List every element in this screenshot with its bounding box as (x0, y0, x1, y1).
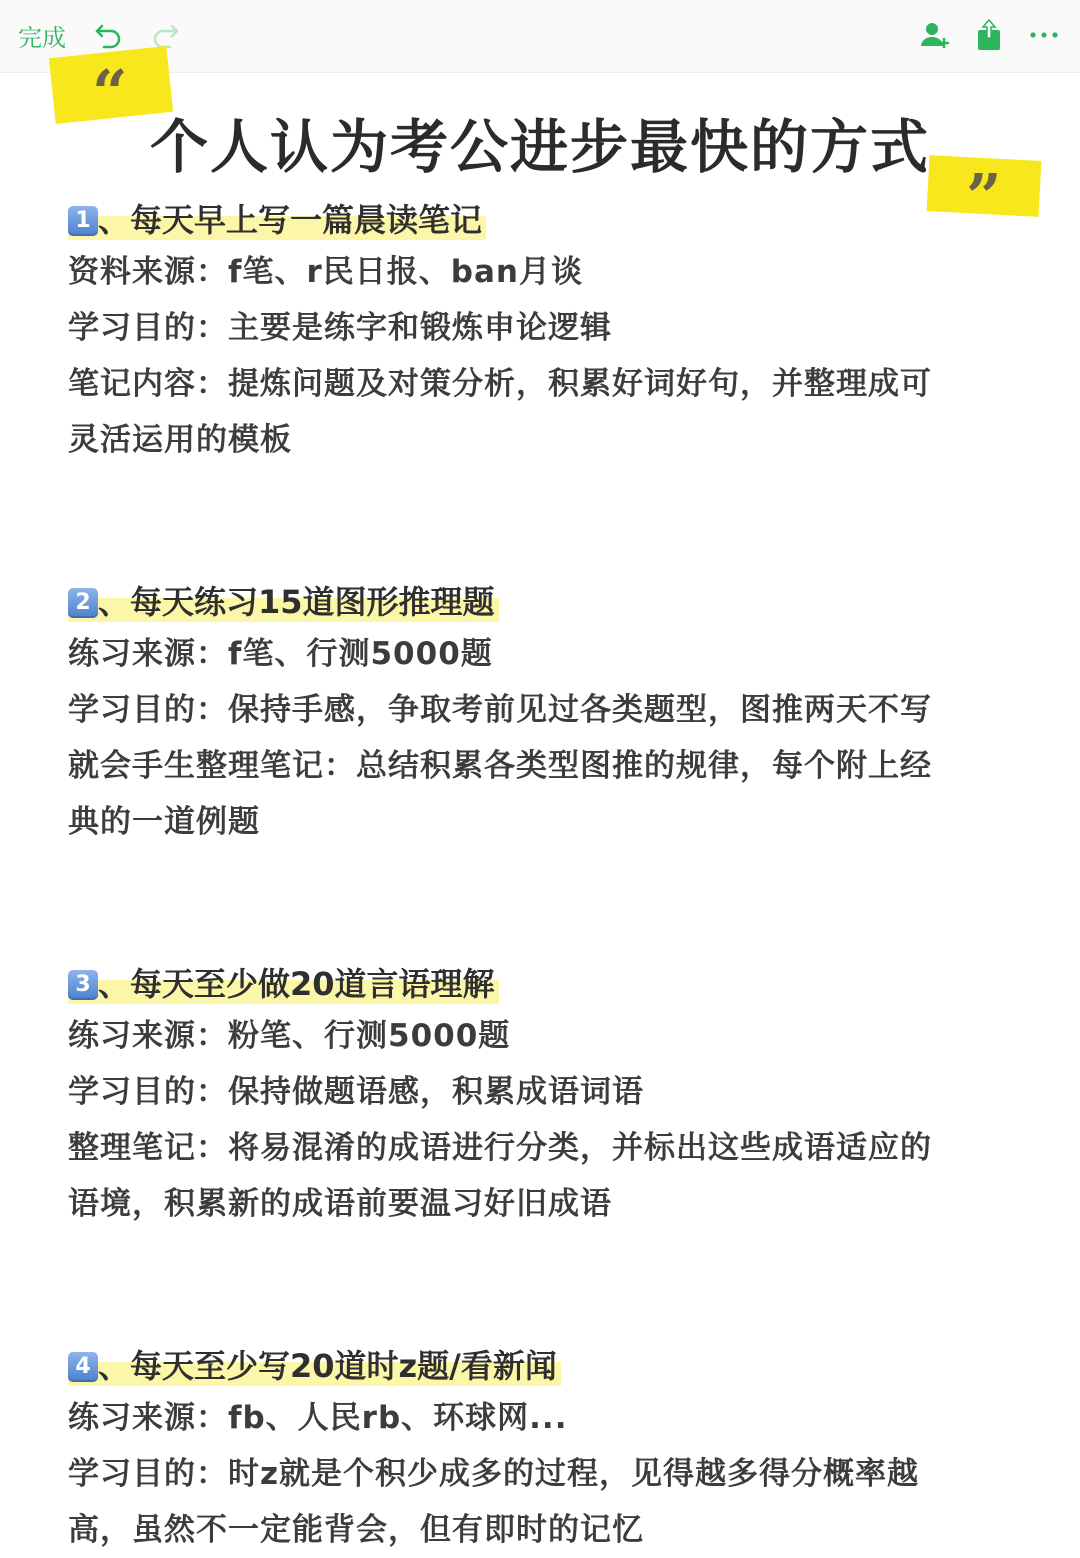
section-heading (68, 960, 499, 1008)
text-line: 资料来源：f笔、r民日报、ban月谈 (68, 254, 583, 290)
text-line: 学习目的：保持做题语感，积累成语词语 (68, 1074, 644, 1110)
section-heading (68, 1342, 561, 1390)
section-2 (68, 578, 1018, 850)
close-quote-mark: ” (966, 160, 1002, 233)
section-heading (68, 196, 486, 244)
note-content (68, 196, 1018, 1558)
text-line: 典的一道例题 (68, 804, 260, 840)
share-icon[interactable] (972, 18, 1006, 52)
text-line: 高，虽然不一定能背会，但有即时的记忆 (68, 1512, 644, 1548)
section-heading-text: 、每天至少写20道时z题/看新闻 (98, 1347, 557, 1385)
section-4 (68, 1342, 1018, 1558)
page-title: 个人认为考公进步最快的方式 (149, 113, 930, 181)
text-line: 学习目的：保持手感，争取考前见过各类题型，图推两天不写 (68, 692, 932, 728)
more-icon[interactable] (1028, 18, 1062, 52)
section-1 (68, 196, 1018, 468)
number-badge: 1 (68, 206, 98, 236)
text-line: 语境，积累新的成语前要温习好旧成语 (68, 1186, 612, 1222)
number-badge: 2 (68, 588, 98, 618)
open-quote-mark: “ (92, 56, 128, 129)
text-line: 就会手生整理笔记：总结积累各类型图推的规律，每个附上经 (68, 748, 932, 784)
text-line: 练习来源：fb、人民rb、环球网... (68, 1400, 568, 1436)
text-line: 练习来源：f笔、行测5000题 (68, 636, 493, 672)
text-line: 学习目的：时z就是个积少成多的过程，见得越多得分概率越 (68, 1456, 920, 1492)
text-line: 练习来源：粉笔、行测5000题 (68, 1018, 511, 1054)
text-line: 整理笔记：将易混淆的成语进行分类，并标出这些成语适应的 (68, 1130, 932, 1166)
section-heading (68, 578, 499, 626)
text-line: 灵活运用的模板 (68, 422, 292, 458)
section-heading-text: 、每天早上写一篇晨读笔记 (98, 201, 483, 239)
text-line: 学习目的：主要是练字和锻炼申论逻辑 (68, 310, 612, 346)
undo-icon[interactable] (92, 18, 126, 52)
text-line: 笔记内容：提炼问题及对策分析，积累好词好句，并整理成可 (68, 366, 932, 402)
section-3 (68, 960, 1018, 1232)
section-heading-text: 、每天至少做20道言语理解 (98, 965, 495, 1003)
section-heading-text: 、每天练习15道图形推理题 (98, 583, 495, 621)
done-button[interactable]: 完成 (18, 24, 66, 52)
number-badge: 4 (68, 1352, 98, 1382)
add-user-icon[interactable] (918, 18, 952, 52)
number-badge: 3 (68, 970, 98, 1000)
